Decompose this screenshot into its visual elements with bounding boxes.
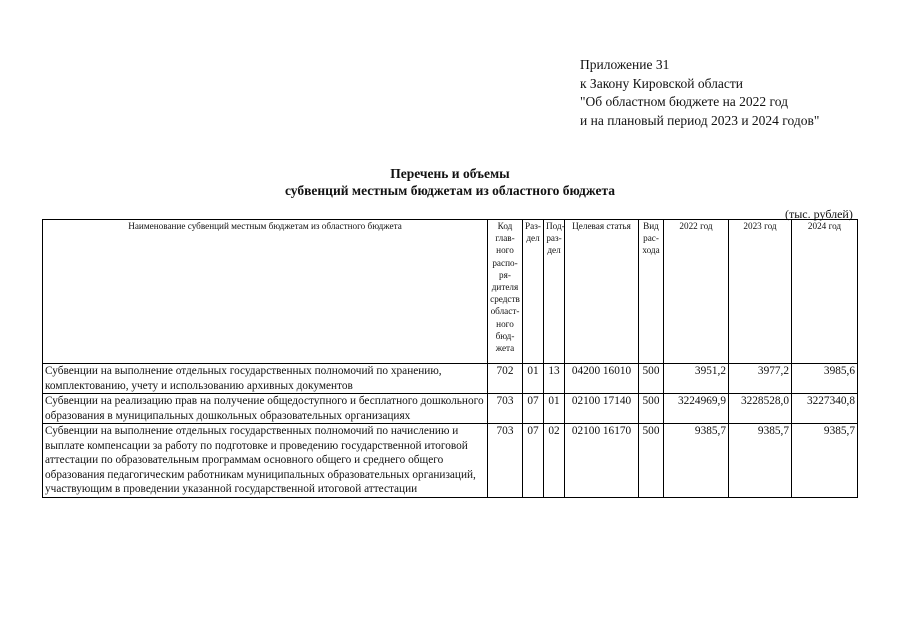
header-name: Наименование субвенций местным бюджетам из областного бюджета bbox=[43, 220, 488, 364]
table-row bbox=[43, 364, 858, 394]
appendix-note bbox=[580, 56, 819, 130]
row-type: 500 bbox=[639, 424, 664, 498]
row-subsection: 01 bbox=[544, 394, 565, 424]
table-row bbox=[43, 424, 858, 498]
header-section: Раз- дел bbox=[523, 220, 544, 364]
row-section: 07 bbox=[523, 424, 544, 498]
row-name: Субвенции на выполнение отдельных государственных полномочий по начислению и выплате компенсации за работу по подготовке и проведению государственной итоговой аттестации по образовательным программам основного общего и среднего общего образования педагогическим работникам муниципальных образовательных организаций, участвующим в проведении указанной государственной итоговой аттестации bbox=[43, 424, 488, 498]
row-2022: 9385,7 bbox=[664, 424, 729, 498]
row-target: 04200 16010 bbox=[565, 364, 639, 394]
header-subsection: Под- раз- дел bbox=[544, 220, 565, 364]
row-code: 703 bbox=[488, 424, 523, 498]
row-2024: 3985,6 bbox=[792, 364, 858, 394]
units-label: (тыс. рублей) bbox=[785, 207, 853, 221]
row-type: 500 bbox=[639, 364, 664, 394]
appendix-line-3: "Об областном бюджете на 2022 год bbox=[580, 94, 788, 109]
subventions-table bbox=[42, 219, 858, 498]
row-target: 02100 16170 bbox=[565, 424, 639, 498]
appendix-line-4: и на плановый период 2023 и 2024 годов" bbox=[580, 112, 820, 128]
title-line-2: субвенций местным бюджетам из областного бюджета bbox=[284, 183, 616, 198]
row-subsection: 13 bbox=[544, 364, 565, 394]
header-code: Код глав- ного распо- ря- дителя средств област- ного бюд- жета bbox=[488, 220, 523, 364]
row-target: 02100 17140 bbox=[565, 394, 639, 424]
row-code: 702 bbox=[488, 364, 523, 394]
appendix-line-1: Приложение 31 bbox=[580, 57, 670, 72]
row-code: 703 bbox=[488, 394, 523, 424]
row-2023: 9385,7 bbox=[729, 424, 792, 498]
row-section: 07 bbox=[523, 394, 544, 424]
header-2022: 2022 год bbox=[664, 220, 729, 364]
row-name: Субвенции на реализацию прав на получение общедоступного и бесплатного дошкольного образования в муниципальных дошкольных образовательных организациях bbox=[43, 394, 488, 424]
row-type: 500 bbox=[639, 394, 664, 424]
table-row bbox=[43, 394, 858, 424]
row-2022: 3224969,9 bbox=[664, 394, 729, 424]
row-2024: 9385,7 bbox=[792, 424, 858, 498]
row-2023: 3228528,0 bbox=[729, 394, 792, 424]
row-subsection: 02 bbox=[544, 424, 565, 498]
appendix-line-2: к Закону Кировской области bbox=[580, 75, 744, 91]
row-2022: 3951,2 bbox=[664, 364, 729, 394]
title-line-1: Перечень и объемы bbox=[390, 166, 510, 181]
row-2024: 3227340,8 bbox=[792, 394, 858, 424]
header-2024: 2024 год bbox=[792, 220, 858, 364]
table-header-row bbox=[43, 220, 858, 364]
row-2023: 3977,2 bbox=[729, 364, 792, 394]
header-2023: 2023 год bbox=[729, 220, 792, 364]
document-title bbox=[0, 165, 905, 199]
header-type: Вид рас- хода bbox=[639, 220, 664, 364]
row-name: Субвенции на выполнение отдельных государственных полномочий по хранению, комплектованию, учету и использованию архивных документов bbox=[43, 364, 488, 394]
header-target: Целевая статья bbox=[565, 220, 639, 364]
row-section: 01 bbox=[523, 364, 544, 394]
